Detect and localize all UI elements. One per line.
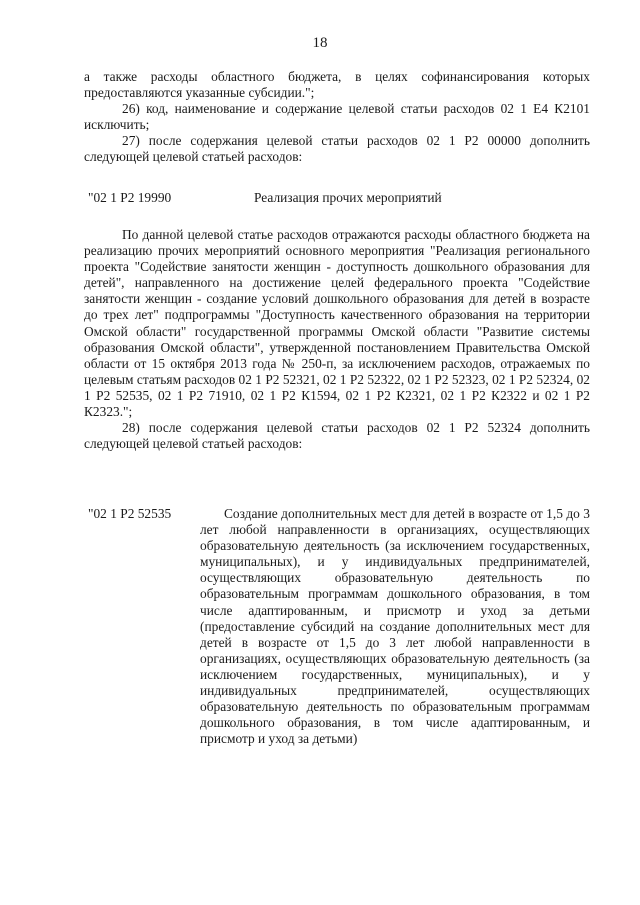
text-block-middle xyxy=(84,227,590,452)
paragraph-item-26: 26) код, наименование и содержание целевой статьи расходов 02 1 Е4 К2101 исключить; xyxy=(84,101,590,133)
target-item-code: "02 1 Р2 19990 xyxy=(88,190,172,205)
paragraph-item-27: 27) после содержания целевой статьи расходов 02 1 Р2 00000 дополнить следующей целевой статьей расходов: xyxy=(84,133,590,165)
paragraph-entry-content: По данной целевой статье расходов отражаются расходы областного бюджета на реализацию прочих мероприятий основного мероприятия "Реализация регионального проекта "Содействие занятости женщин - доступность дошкольного образования для детей", направленного на достижение целей федерального проекта "Содействие занятости женщин - создание условий дошкольного образования для детей в возрасте до трех лет" подпрограммы "Доступность качественного образования на территории Омской области" государственной программы Омской области "Развитие системы образования Омской области", утвержденной постановлением Правительства Омской области от 15 октября 2013 года № 250-п, за исключением расходов, отражаемых по целевым статьям расходов 02 1 Р2 52321, 02 1 Р2 52322, 02 1 Р2 52323, 02 1 Р2 52324, 02 1 Р2 52535, 02 1 Р2 71910, 02 1 Р2 К1594, 02 1 Р2 К2321, 02 1 Р2 К2322 и 02 1 Р2 К2323."; xyxy=(84,227,590,420)
text-block-top xyxy=(84,69,590,166)
page-number: 18 xyxy=(312,35,328,51)
target-item-title: Реализация прочих мероприятий xyxy=(254,190,442,205)
target-item-description: Создание дополнительных мест для детей в возрасте от 1,5 до 3 лет любой направленности в организациях, осуществляющих образовательную деятельность (за исключением государственных, муниципальных), и у индивидуальных предпринимателей, осуществляющих образовательную деятельность по образовательным программам дошкольного образования, в том числе адаптированным, и присмотр и уход за детьми (предоставление субсидий на создание дополнительных мест для детей в возрасте от 1,5 до 3 лет любой направленности в организациях, осуществляющих образовательную деятельность (за исключением государственных, муниципальных), и у индивидуальных предпринимателей, осуществляющих образовательную деятельность по образовательным программам дошкольного образования, в том числе адаптированным, и присмотр и уход за детьми) xyxy=(200,506,590,747)
paragraph-continuation: а также расходы областного бюджета, в целях софинансирования которых предоставляются указанные субсидии."; xyxy=(84,69,590,101)
target-item-code: "02 1 Р2 52535 xyxy=(88,506,172,521)
paragraph-item-28: 28) после содержания целевой статьи расходов 02 1 Р2 52324 дополнить следующей целевой статьей расходов: xyxy=(84,420,590,452)
